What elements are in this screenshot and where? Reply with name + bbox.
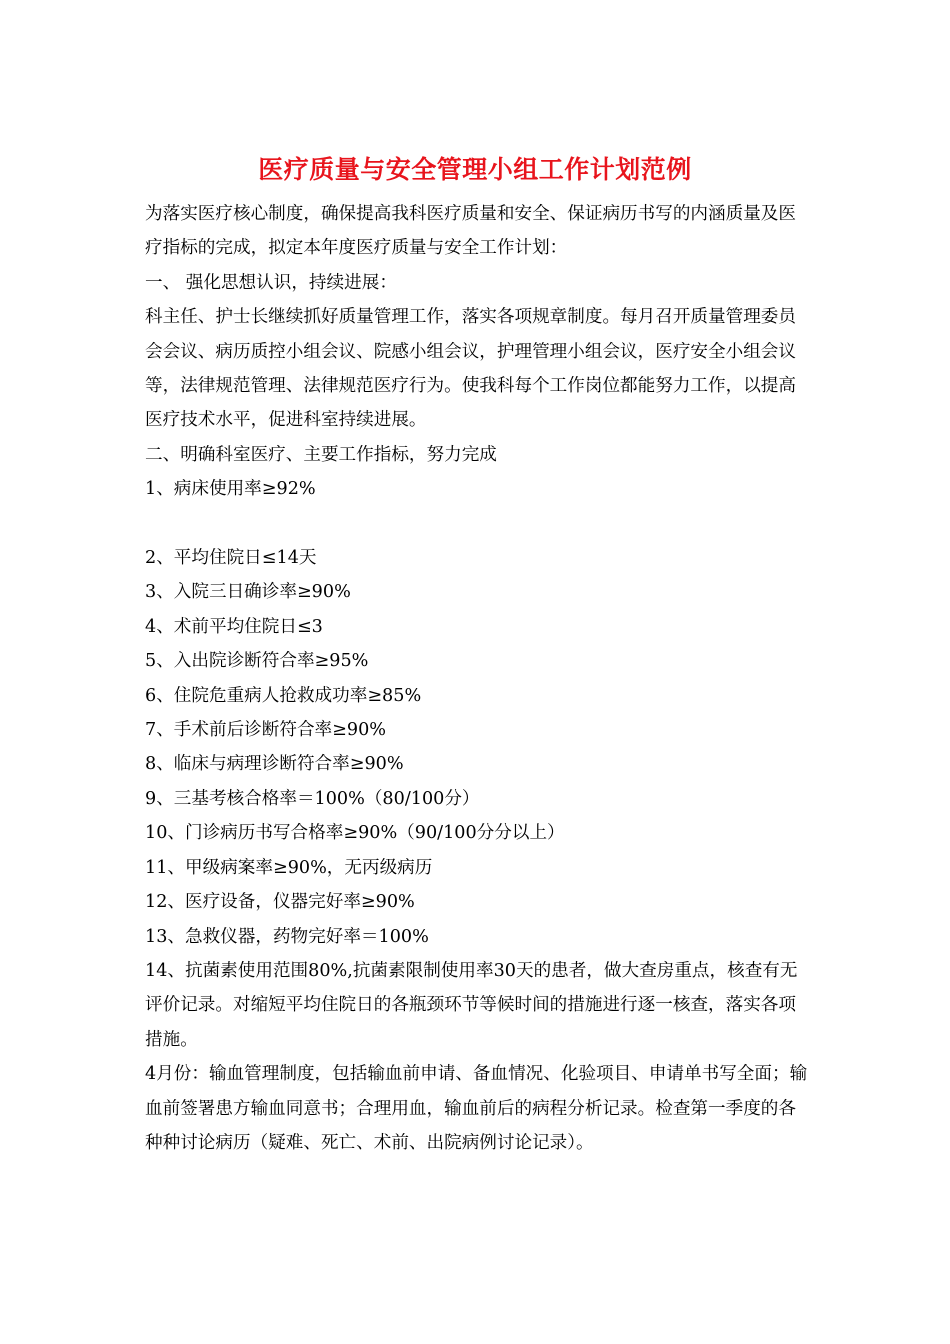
section-2-heading: 二、明确科室医疗、主要工作指标，努力完成 (145, 444, 497, 465)
april-paragraph: 4月份：输血管理制度，包括输血前申请、备血情况、化验项目、申请单书写全面；输血前签署患方输血同意书；合理用血，输血前后的病程分析记录。检查第一季度的各种种讨论病历（疑难、死亡、术前、出院病例讨论记录）。 (145, 1064, 808, 1153)
section-1-body: 科主任、护士长继续抓好质量管理工作，落实各项规章制度。每月召开质量管理委员会会议、病历质控小组会议、院感小组会议，护理管理小组会议，医疗安全小组会议等，法律规范管理、法律规范医疗行为。使我科每个工作岗位都能努力工作，以提高医疗技术水平，促进科室持续进展。 (145, 307, 796, 431)
indicator-item: 1、病床使用率≥92% (145, 479, 316, 500)
indicator-item-14: 14、抗菌素使用范围80%,抗菌素限制使用率30天的患者，做大查房重点，核查有无评价记录。对缩短平均住院日的各瓶颈环节等候时间的措施进行逐一核查，落实各项措施。 (145, 960, 798, 1050)
indicator-item: 2、平均住院日≤14天 (145, 548, 317, 569)
indicator-item: 3、入院三日确诊率≥90% (145, 582, 351, 603)
blank-line (145, 507, 810, 541)
section-1-heading: 一、 强化思想认识，持续进展： (145, 272, 397, 293)
indicator-item: 8、临床与病理诊断符合率≥90% (145, 754, 404, 775)
indicator-item: 7、手术前后诊断符合率≥90% (145, 720, 386, 741)
indicator-item: 13、急救仪器，药物完好率＝100% (145, 926, 429, 947)
intro-paragraph: 为落实医疗核心制度，确保提高我科医疗质量和安全、保证病历书写的内涵质量及医疗指标的完成，拟定本年度医疗质量与安全工作计划： (145, 204, 796, 259)
document-body (145, 197, 810, 1160)
indicator-item: 11、甲级病案率≥90%，无丙级病历 (145, 857, 433, 878)
indicator-item: 4、术前平均住院日≤3 (145, 616, 323, 637)
document-title: 医疗质量与安全管理小组工作计划范例 (258, 155, 692, 184)
indicator-item: 12、医疗设备，仪器完好率≥90% (145, 892, 415, 913)
indicator-item: 10、门诊病历书写合格率≥90%（90/100分分以上） (145, 823, 565, 844)
indicator-item: 6、住院危重病人抢救成功率≥85% (145, 685, 422, 706)
indicator-item: 5、入出院诊断符合率≥95% (145, 651, 369, 672)
indicator-item: 9、三基考核合格率＝100%（80/100分） (145, 788, 480, 809)
